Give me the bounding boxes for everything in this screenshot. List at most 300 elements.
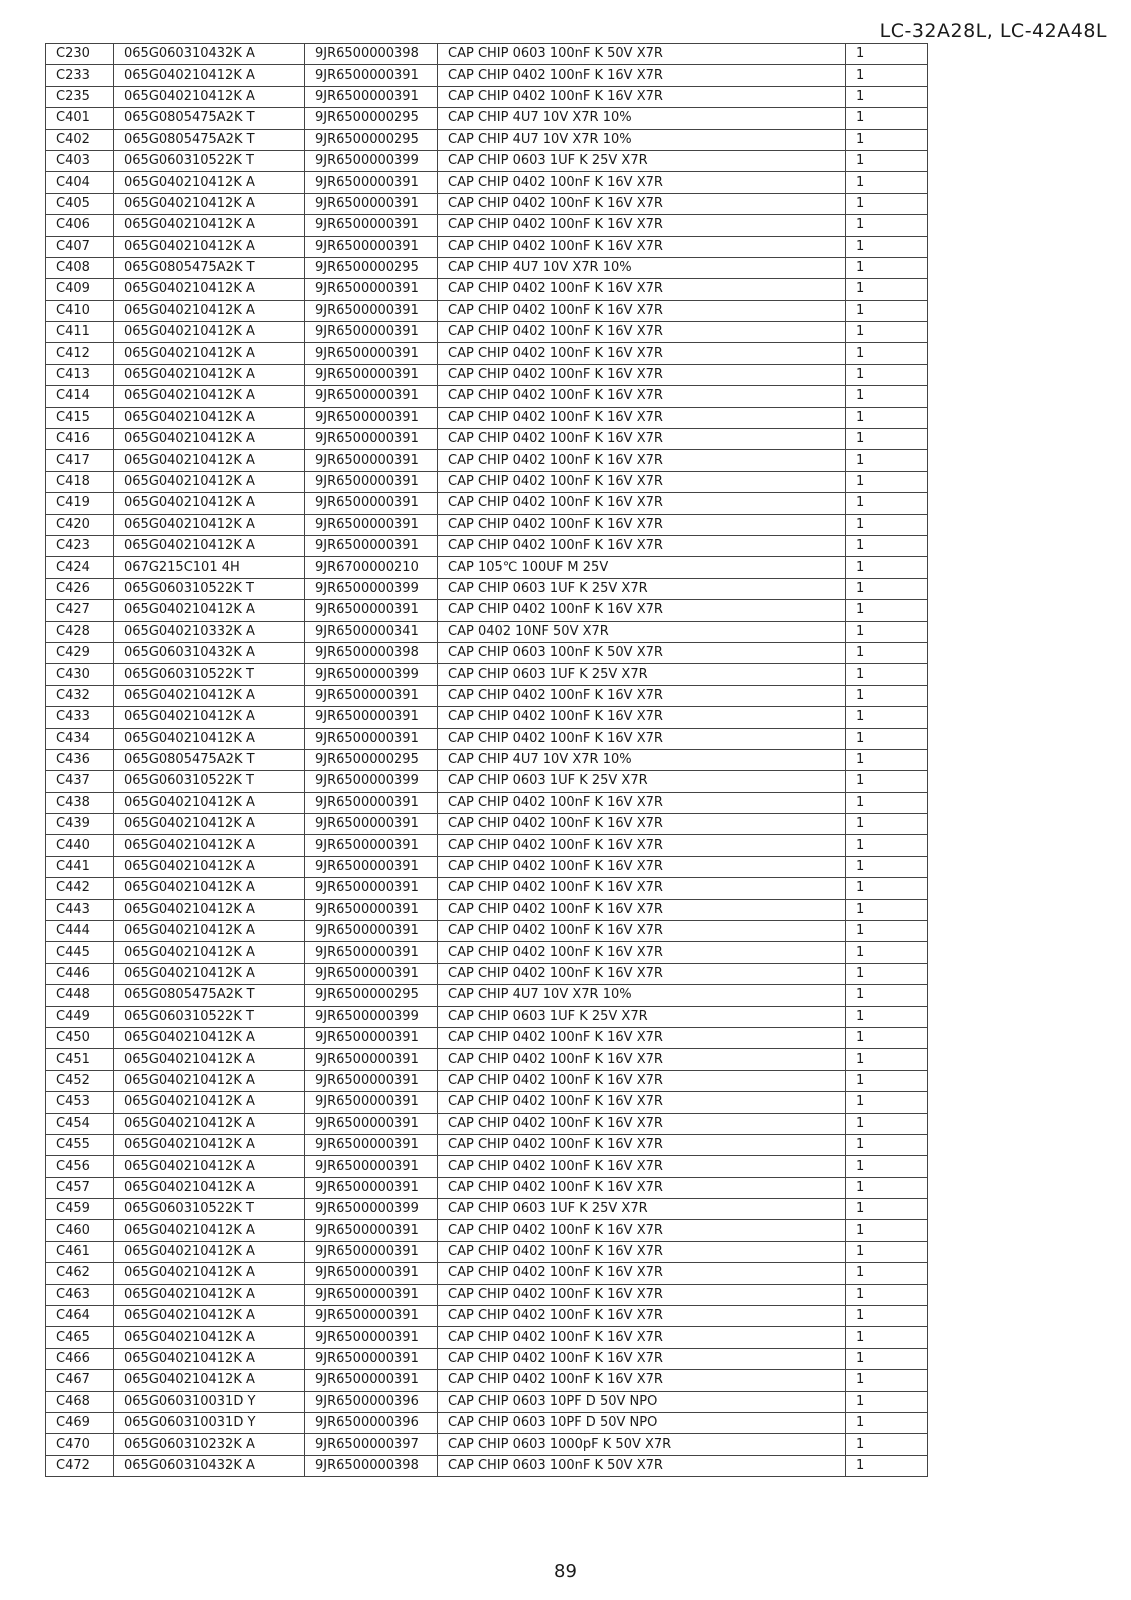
service-code-cell: 9JR6500000391 bbox=[305, 1156, 438, 1177]
ref-cell: C410 bbox=[46, 300, 114, 321]
service-code-cell: 9JR6500000391 bbox=[305, 1113, 438, 1134]
ref-cell: C452 bbox=[46, 1070, 114, 1091]
table-row bbox=[46, 407, 928, 428]
ref-cell: C409 bbox=[46, 279, 114, 300]
description-cell: CAP CHIP 0603 100nF K 50V X7R bbox=[438, 1455, 846, 1476]
table-row bbox=[46, 985, 928, 1006]
ref-cell: C403 bbox=[46, 150, 114, 171]
service-code-cell: 9JR6500000391 bbox=[305, 86, 438, 107]
service-code-cell: 9JR6500000399 bbox=[305, 664, 438, 685]
ref-cell: C441 bbox=[46, 856, 114, 877]
part-code-cell: 065G0805475A2K T bbox=[114, 985, 305, 1006]
table-row bbox=[46, 621, 928, 642]
part-code-cell: 065G040210412K A bbox=[114, 899, 305, 920]
ref-cell: C428 bbox=[46, 621, 114, 642]
part-code-cell: 065G040210412K A bbox=[114, 728, 305, 749]
description-cell: CAP CHIP 0402 100nF K 16V X7R bbox=[438, 942, 846, 963]
description-cell: CAP 105℃ 100UF M 25V bbox=[438, 557, 846, 578]
service-code-cell: 9JR6500000391 bbox=[305, 814, 438, 835]
table-row bbox=[46, 172, 928, 193]
service-code-cell: 9JR6500000391 bbox=[305, 835, 438, 856]
part-code-cell: 065G040210412K A bbox=[114, 685, 305, 706]
table-row bbox=[46, 1413, 928, 1434]
description-cell: CAP CHIP 0402 100nF K 16V X7R bbox=[438, 322, 846, 343]
ref-cell: C433 bbox=[46, 707, 114, 728]
service-code-cell: 9JR6500000399 bbox=[305, 578, 438, 599]
table-row bbox=[46, 1113, 928, 1134]
ref-cell: C417 bbox=[46, 450, 114, 471]
description-cell: CAP CHIP 0402 100nF K 16V X7R bbox=[438, 963, 846, 984]
parts-table bbox=[45, 43, 928, 1477]
ref-cell: C469 bbox=[46, 1413, 114, 1434]
description-cell: CAP CHIP 0402 100nF K 16V X7R bbox=[438, 1263, 846, 1284]
ref-cell: C448 bbox=[46, 985, 114, 1006]
model-header: LC-32A28L, LC-42A48L bbox=[879, 20, 1107, 42]
description-cell: CAP CHIP 0402 100nF K 16V X7R bbox=[438, 1027, 846, 1048]
ref-cell: C434 bbox=[46, 728, 114, 749]
qty-cell: 1 bbox=[846, 1220, 928, 1241]
service-code-cell: 9JR6500000391 bbox=[305, 215, 438, 236]
ref-cell: C418 bbox=[46, 471, 114, 492]
parts-table-body bbox=[46, 44, 928, 1477]
part-code-cell: 065G0805475A2K T bbox=[114, 749, 305, 770]
ref-cell: C442 bbox=[46, 878, 114, 899]
part-code-cell: 065G040210412K A bbox=[114, 1306, 305, 1327]
qty-cell: 1 bbox=[846, 236, 928, 257]
service-code-cell: 9JR6500000391 bbox=[305, 407, 438, 428]
part-code-cell: 065G040210412K A bbox=[114, 1241, 305, 1262]
part-code-cell: 065G040210412K A bbox=[114, 942, 305, 963]
table-row bbox=[46, 343, 928, 364]
part-code-cell: 065G040210412K A bbox=[114, 963, 305, 984]
table-row bbox=[46, 1156, 928, 1177]
description-cell: CAP CHIP 0402 100nF K 16V X7R bbox=[438, 600, 846, 621]
qty-cell: 1 bbox=[846, 642, 928, 663]
service-code-cell: 9JR6700000210 bbox=[305, 557, 438, 578]
qty-cell: 1 bbox=[846, 193, 928, 214]
description-cell: CAP CHIP 0402 100nF K 16V X7R bbox=[438, 86, 846, 107]
table-row bbox=[46, 642, 928, 663]
qty-cell: 1 bbox=[846, 343, 928, 364]
part-code-cell: 065G0805475A2K T bbox=[114, 129, 305, 150]
description-cell: CAP CHIP 0402 100nF K 16V X7R bbox=[438, 215, 846, 236]
part-code-cell: 065G040210412K A bbox=[114, 1220, 305, 1241]
service-code-cell: 9JR6500000391 bbox=[305, 1220, 438, 1241]
qty-cell: 1 bbox=[846, 878, 928, 899]
description-cell: CAP CHIP 0402 100nF K 16V X7R bbox=[438, 193, 846, 214]
description-cell: CAP CHIP 4U7 10V X7R 10% bbox=[438, 257, 846, 278]
description-cell: CAP CHIP 0402 100nF K 16V X7R bbox=[438, 514, 846, 535]
ref-cell: C404 bbox=[46, 172, 114, 193]
description-cell: CAP CHIP 0603 100nF K 50V X7R bbox=[438, 44, 846, 65]
table-row bbox=[46, 1134, 928, 1155]
qty-cell: 1 bbox=[846, 856, 928, 877]
service-code-cell: 9JR6500000391 bbox=[305, 856, 438, 877]
qty-cell: 1 bbox=[846, 771, 928, 792]
part-code-cell: 065G060310522K T bbox=[114, 1006, 305, 1027]
service-code-cell: 9JR6500000391 bbox=[305, 279, 438, 300]
ref-cell: C453 bbox=[46, 1092, 114, 1113]
qty-cell: 1 bbox=[846, 664, 928, 685]
qty-cell: 1 bbox=[846, 1156, 928, 1177]
ref-cell: C449 bbox=[46, 1006, 114, 1027]
service-code-cell: 9JR6500000391 bbox=[305, 707, 438, 728]
description-cell: CAP CHIP 0402 100nF K 16V X7R bbox=[438, 343, 846, 364]
qty-cell: 1 bbox=[846, 578, 928, 599]
part-code-cell: 065G060310031D Y bbox=[114, 1391, 305, 1412]
qty-cell: 1 bbox=[846, 129, 928, 150]
qty-cell: 1 bbox=[846, 471, 928, 492]
part-code-cell: 065G040210412K A bbox=[114, 364, 305, 385]
description-cell: CAP 0402 10NF 50V X7R bbox=[438, 621, 846, 642]
part-code-cell: 065G040210412K A bbox=[114, 1284, 305, 1305]
table-row bbox=[46, 1348, 928, 1369]
table-row bbox=[46, 129, 928, 150]
service-code-cell: 9JR6500000391 bbox=[305, 792, 438, 813]
qty-cell: 1 bbox=[846, 322, 928, 343]
part-code-cell: 065G040210412K A bbox=[114, 429, 305, 450]
qty-cell: 1 bbox=[846, 728, 928, 749]
qty-cell: 1 bbox=[846, 1370, 928, 1391]
description-cell: CAP CHIP 0402 100nF K 16V X7R bbox=[438, 1370, 846, 1391]
table-row bbox=[46, 1006, 928, 1027]
service-code-cell: 9JR6500000391 bbox=[305, 65, 438, 86]
table-row bbox=[46, 1391, 928, 1412]
service-code-cell: 9JR6500000391 bbox=[305, 1134, 438, 1155]
service-code-cell: 9JR6500000391 bbox=[305, 322, 438, 343]
service-code-cell: 9JR6500000398 bbox=[305, 1455, 438, 1476]
service-code-cell: 9JR6500000391 bbox=[305, 172, 438, 193]
table-row bbox=[46, 814, 928, 835]
qty-cell: 1 bbox=[846, 1455, 928, 1476]
part-code-cell: 065G040210412K A bbox=[114, 1327, 305, 1348]
qty-cell: 1 bbox=[846, 364, 928, 385]
part-code-cell: 065G040210412K A bbox=[114, 1070, 305, 1091]
description-cell: CAP CHIP 0402 100nF K 16V X7R bbox=[438, 493, 846, 514]
service-code-cell: 9JR6500000391 bbox=[305, 728, 438, 749]
description-cell: CAP CHIP 0402 100nF K 16V X7R bbox=[438, 172, 846, 193]
description-cell: CAP CHIP 0603 1UF K 25V X7R bbox=[438, 664, 846, 685]
table-row bbox=[46, 215, 928, 236]
table-row bbox=[46, 1327, 928, 1348]
table-row bbox=[46, 963, 928, 984]
ref-cell: C454 bbox=[46, 1113, 114, 1134]
ref-cell: C427 bbox=[46, 600, 114, 621]
part-code-cell: 065G060310522K T bbox=[114, 150, 305, 171]
service-code-cell: 9JR6500000398 bbox=[305, 642, 438, 663]
service-code-cell: 9JR6500000391 bbox=[305, 450, 438, 471]
ref-cell: C446 bbox=[46, 963, 114, 984]
qty-cell: 1 bbox=[846, 1199, 928, 1220]
ref-cell: C461 bbox=[46, 1241, 114, 1262]
ref-cell: C424 bbox=[46, 557, 114, 578]
service-code-cell: 9JR6500000391 bbox=[305, 878, 438, 899]
part-code-cell: 065G040210412K A bbox=[114, 792, 305, 813]
table-row bbox=[46, 1306, 928, 1327]
ref-cell: C426 bbox=[46, 578, 114, 599]
service-code-cell: 9JR6500000295 bbox=[305, 108, 438, 129]
qty-cell: 1 bbox=[846, 1092, 928, 1113]
part-code-cell: 065G040210412K A bbox=[114, 814, 305, 835]
ref-cell: C451 bbox=[46, 1049, 114, 1070]
service-code-cell: 9JR6500000391 bbox=[305, 1092, 438, 1113]
service-code-cell: 9JR6500000391 bbox=[305, 364, 438, 385]
table-row bbox=[46, 578, 928, 599]
description-cell: CAP CHIP 0402 100nF K 16V X7R bbox=[438, 1113, 846, 1134]
service-code-cell: 9JR6500000399 bbox=[305, 150, 438, 171]
ref-cell: C233 bbox=[46, 65, 114, 86]
part-code-cell: 065G040210412K A bbox=[114, 215, 305, 236]
table-row bbox=[46, 1199, 928, 1220]
table-row bbox=[46, 471, 928, 492]
qty-cell: 1 bbox=[846, 1306, 928, 1327]
description-cell: CAP CHIP 0402 100nF K 16V X7R bbox=[438, 429, 846, 450]
ref-cell: C407 bbox=[46, 236, 114, 257]
description-cell: CAP CHIP 0402 100nF K 16V X7R bbox=[438, 792, 846, 813]
qty-cell: 1 bbox=[846, 792, 928, 813]
description-cell: CAP CHIP 0402 100nF K 16V X7R bbox=[438, 65, 846, 86]
table-row bbox=[46, 364, 928, 385]
service-code-cell: 9JR6500000396 bbox=[305, 1413, 438, 1434]
service-code-cell: 9JR6500000391 bbox=[305, 1027, 438, 1048]
service-code-cell: 9JR6500000295 bbox=[305, 129, 438, 150]
table-row bbox=[46, 44, 928, 65]
part-code-cell: 065G040210412K A bbox=[114, 856, 305, 877]
qty-cell: 1 bbox=[846, 1284, 928, 1305]
description-cell: CAP CHIP 0402 100nF K 16V X7R bbox=[438, 921, 846, 942]
ref-cell: C436 bbox=[46, 749, 114, 770]
part-code-cell: 065G040210412K A bbox=[114, 193, 305, 214]
service-code-cell: 9JR6500000391 bbox=[305, 1284, 438, 1305]
qty-cell: 1 bbox=[846, 1263, 928, 1284]
description-cell: CAP CHIP 0603 1UF K 25V X7R bbox=[438, 1006, 846, 1027]
ref-cell: C416 bbox=[46, 429, 114, 450]
ref-cell: C401 bbox=[46, 108, 114, 129]
description-cell: CAP CHIP 0603 1UF K 25V X7R bbox=[438, 578, 846, 599]
qty-cell: 1 bbox=[846, 621, 928, 642]
service-code-cell: 9JR6500000399 bbox=[305, 771, 438, 792]
ref-cell: C459 bbox=[46, 1199, 114, 1220]
table-row bbox=[46, 557, 928, 578]
description-cell: CAP CHIP 0402 100nF K 16V X7R bbox=[438, 1220, 846, 1241]
qty-cell: 1 bbox=[846, 386, 928, 407]
table-row bbox=[46, 300, 928, 321]
table-row bbox=[46, 279, 928, 300]
service-code-cell: 9JR6500000391 bbox=[305, 899, 438, 920]
qty-cell: 1 bbox=[846, 300, 928, 321]
ref-cell: C420 bbox=[46, 514, 114, 535]
description-cell: CAP CHIP 0402 100nF K 16V X7R bbox=[438, 279, 846, 300]
table-row bbox=[46, 450, 928, 471]
service-code-cell: 9JR6500000397 bbox=[305, 1434, 438, 1455]
qty-cell: 1 bbox=[846, 985, 928, 1006]
table-row bbox=[46, 921, 928, 942]
service-code-cell: 9JR6500000399 bbox=[305, 1006, 438, 1027]
service-code-cell: 9JR6500000398 bbox=[305, 44, 438, 65]
service-code-cell: 9JR6500000399 bbox=[305, 1199, 438, 1220]
table-row bbox=[46, 1177, 928, 1198]
ref-cell: C439 bbox=[46, 814, 114, 835]
table-row bbox=[46, 1092, 928, 1113]
qty-cell: 1 bbox=[846, 835, 928, 856]
qty-cell: 1 bbox=[846, 1327, 928, 1348]
ref-cell: C230 bbox=[46, 44, 114, 65]
ref-cell: C402 bbox=[46, 129, 114, 150]
part-code-cell: 065G040210412K A bbox=[114, 172, 305, 193]
qty-cell: 1 bbox=[846, 1049, 928, 1070]
part-code-cell: 065G040210412K A bbox=[114, 1049, 305, 1070]
table-row bbox=[46, 193, 928, 214]
ref-cell: C438 bbox=[46, 792, 114, 813]
table-row bbox=[46, 792, 928, 813]
description-cell: CAP CHIP 4U7 10V X7R 10% bbox=[438, 129, 846, 150]
description-cell: CAP CHIP 0603 1000pF K 50V X7R bbox=[438, 1434, 846, 1455]
service-code-cell: 9JR6500000295 bbox=[305, 257, 438, 278]
ref-cell: C419 bbox=[46, 493, 114, 514]
table-row bbox=[46, 749, 928, 770]
qty-cell: 1 bbox=[846, 921, 928, 942]
table-row bbox=[46, 236, 928, 257]
description-cell: CAP CHIP 0603 1UF K 25V X7R bbox=[438, 1199, 846, 1220]
table-row bbox=[46, 835, 928, 856]
description-cell: CAP CHIP 0402 100nF K 16V X7R bbox=[438, 1070, 846, 1091]
part-code-cell: 065G040210412K A bbox=[114, 1370, 305, 1391]
part-code-cell: 065G040210412K A bbox=[114, 514, 305, 535]
part-code-cell: 065G040210412K A bbox=[114, 386, 305, 407]
description-cell: CAP CHIP 0402 100nF K 16V X7R bbox=[438, 236, 846, 257]
table-row bbox=[46, 1027, 928, 1048]
description-cell: CAP CHIP 0402 100nF K 16V X7R bbox=[438, 835, 846, 856]
part-code-cell: 065G0805475A2K T bbox=[114, 257, 305, 278]
ref-cell: C411 bbox=[46, 322, 114, 343]
service-code-cell: 9JR6500000391 bbox=[305, 942, 438, 963]
table-row bbox=[46, 322, 928, 343]
part-code-cell: 065G040210332K A bbox=[114, 621, 305, 642]
part-code-cell: 065G040210412K A bbox=[114, 236, 305, 257]
table-row bbox=[46, 1370, 928, 1391]
description-cell: CAP CHIP 0402 100nF K 16V X7R bbox=[438, 407, 846, 428]
ref-cell: C430 bbox=[46, 664, 114, 685]
service-code-cell: 9JR6500000391 bbox=[305, 963, 438, 984]
qty-cell: 1 bbox=[846, 1134, 928, 1155]
ref-cell: C440 bbox=[46, 835, 114, 856]
service-code-cell: 9JR6500000391 bbox=[305, 921, 438, 942]
table-row bbox=[46, 1434, 928, 1455]
qty-cell: 1 bbox=[846, 535, 928, 556]
part-code-cell: 065G060310232K A bbox=[114, 1434, 305, 1455]
qty-cell: 1 bbox=[846, 514, 928, 535]
table-row bbox=[46, 707, 928, 728]
description-cell: CAP CHIP 0402 100nF K 16V X7R bbox=[438, 878, 846, 899]
service-code-cell: 9JR6500000391 bbox=[305, 343, 438, 364]
qty-cell: 1 bbox=[846, 1348, 928, 1369]
part-code-cell: 065G040210412K A bbox=[114, 707, 305, 728]
qty-cell: 1 bbox=[846, 963, 928, 984]
qty-cell: 1 bbox=[846, 407, 928, 428]
qty-cell: 1 bbox=[846, 557, 928, 578]
ref-cell: C415 bbox=[46, 407, 114, 428]
ref-cell: C414 bbox=[46, 386, 114, 407]
table-row bbox=[46, 429, 928, 450]
part-code-cell: 065G060310432K A bbox=[114, 44, 305, 65]
service-code-cell: 9JR6500000391 bbox=[305, 685, 438, 706]
description-cell: CAP CHIP 4U7 10V X7R 10% bbox=[438, 108, 846, 129]
service-code-cell: 9JR6500000391 bbox=[305, 600, 438, 621]
ref-cell: C437 bbox=[46, 771, 114, 792]
ref-cell: C423 bbox=[46, 535, 114, 556]
table-row bbox=[46, 1049, 928, 1070]
table-row bbox=[46, 514, 928, 535]
qty-cell: 1 bbox=[846, 1070, 928, 1091]
table-row bbox=[46, 386, 928, 407]
table-row bbox=[46, 535, 928, 556]
qty-cell: 1 bbox=[846, 450, 928, 471]
part-code-cell: 065G040210412K A bbox=[114, 322, 305, 343]
ref-cell: C463 bbox=[46, 1284, 114, 1305]
qty-cell: 1 bbox=[846, 65, 928, 86]
description-cell: CAP CHIP 0402 100nF K 16V X7R bbox=[438, 1306, 846, 1327]
table-row bbox=[46, 150, 928, 171]
part-code-cell: 065G040210412K A bbox=[114, 343, 305, 364]
ref-cell: C412 bbox=[46, 343, 114, 364]
part-code-cell: 065G040210412K A bbox=[114, 1263, 305, 1284]
table-row bbox=[46, 1263, 928, 1284]
part-code-cell: 065G060310522K T bbox=[114, 578, 305, 599]
table-row bbox=[46, 108, 928, 129]
description-cell: CAP CHIP 0603 10PF D 50V NPO bbox=[438, 1413, 846, 1434]
service-code-cell: 9JR6500000341 bbox=[305, 621, 438, 642]
qty-cell: 1 bbox=[846, 279, 928, 300]
description-cell: CAP CHIP 0402 100nF K 16V X7R bbox=[438, 300, 846, 321]
service-code-cell: 9JR6500000391 bbox=[305, 471, 438, 492]
ref-cell: C457 bbox=[46, 1177, 114, 1198]
description-cell: CAP CHIP 4U7 10V X7R 10% bbox=[438, 985, 846, 1006]
description-cell: CAP CHIP 0402 100nF K 16V X7R bbox=[438, 1348, 846, 1369]
qty-cell: 1 bbox=[846, 814, 928, 835]
qty-cell: 1 bbox=[846, 150, 928, 171]
qty-cell: 1 bbox=[846, 108, 928, 129]
service-code-cell: 9JR6500000391 bbox=[305, 429, 438, 450]
part-code-cell: 065G060310432K A bbox=[114, 1455, 305, 1476]
description-cell: CAP CHIP 0402 100nF K 16V X7R bbox=[438, 1177, 846, 1198]
part-code-cell: 065G040210412K A bbox=[114, 535, 305, 556]
qty-cell: 1 bbox=[846, 1391, 928, 1412]
service-code-cell: 9JR6500000391 bbox=[305, 1241, 438, 1262]
ref-cell: C466 bbox=[46, 1348, 114, 1369]
table-row bbox=[46, 728, 928, 749]
table-row bbox=[46, 685, 928, 706]
part-code-cell: 065G060310522K T bbox=[114, 1199, 305, 1220]
table-row bbox=[46, 878, 928, 899]
part-code-cell: 065G040210412K A bbox=[114, 300, 305, 321]
table-row bbox=[46, 1241, 928, 1262]
table-row bbox=[46, 65, 928, 86]
table-row bbox=[46, 771, 928, 792]
service-code-cell: 9JR6500000391 bbox=[305, 1049, 438, 1070]
service-code-cell: 9JR6500000391 bbox=[305, 535, 438, 556]
ref-cell: C443 bbox=[46, 899, 114, 920]
qty-cell: 1 bbox=[846, 1413, 928, 1434]
ref-cell: C432 bbox=[46, 685, 114, 706]
description-cell: CAP CHIP 0402 100nF K 16V X7R bbox=[438, 856, 846, 877]
part-code-cell: 065G040210412K A bbox=[114, 1156, 305, 1177]
part-code-cell: 065G040210412K A bbox=[114, 835, 305, 856]
ref-cell: C465 bbox=[46, 1327, 114, 1348]
qty-cell: 1 bbox=[846, 707, 928, 728]
description-cell: CAP CHIP 0402 100nF K 16V X7R bbox=[438, 728, 846, 749]
ref-cell: C235 bbox=[46, 86, 114, 107]
ref-cell: C468 bbox=[46, 1391, 114, 1412]
